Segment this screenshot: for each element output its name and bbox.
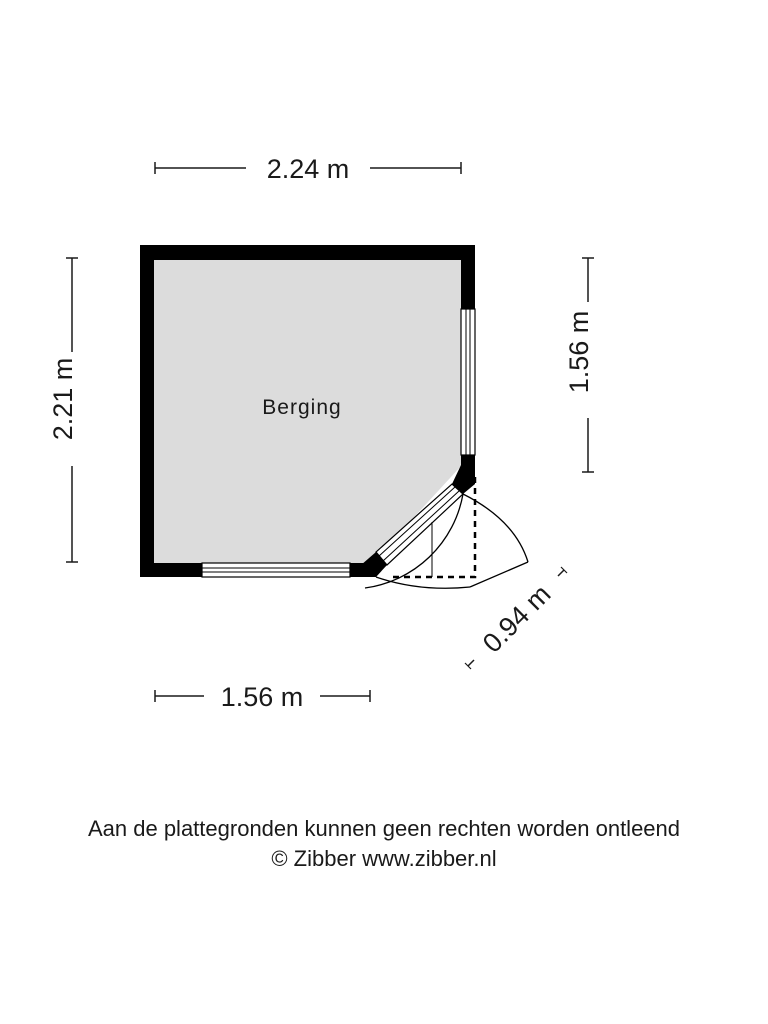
window-right <box>461 309 475 455</box>
window-bottom <box>202 563 350 577</box>
dimension-left-height-label: 2.21 m <box>48 357 78 441</box>
dimension-bottom-width <box>155 682 370 712</box>
dimension-top-width-label: 2.24 m <box>266 154 350 184</box>
footer-disclaimer: Aan de plattegronden kunnen geen rechten worden ontleend <box>87 816 681 841</box>
dimension-right-height <box>564 258 594 472</box>
dimension-top-width <box>155 154 461 184</box>
room-label: Berging <box>262 396 342 419</box>
dimension-diagonal-label: 0.94 m <box>476 578 557 659</box>
dimension-bottom-width-label: 1.56 m <box>220 682 304 712</box>
dimension-right-height-label: 1.56 m <box>564 310 594 394</box>
dimension-left-height <box>48 258 78 562</box>
footer-copyright: © Zibber www.zibber.nl <box>271 846 497 871</box>
